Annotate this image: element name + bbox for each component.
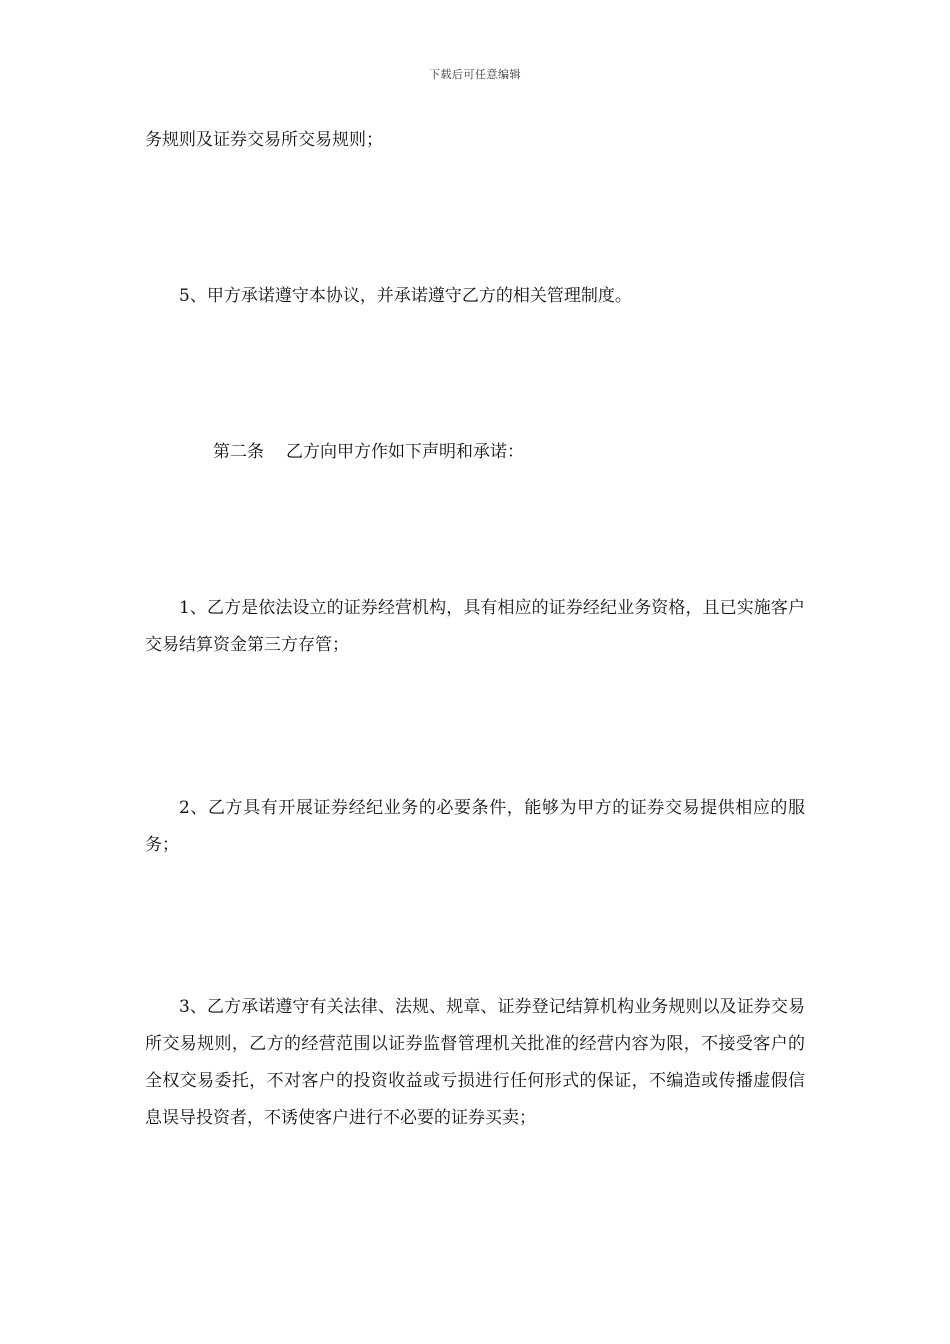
article-label: 第二条 — [213, 442, 264, 462]
paragraph-clause-1: 1、乙方是依法设立的证券经营机构，具有相应的证券经纪业务资格，且已实施客户交易结算资金第三方存管； — [145, 598, 805, 655]
paragraph-clause-3: 3、乙方承诺遵守有关法律、法规、规章、证券登记结算机构业务规则以及证券交易所交易规则，乙方的经营范围以证券监督管理机关批准的经营内容为限，不接受客户的全权交易委托，不对客户的投资收益或亏损进行任何形式的保证，不编造或传播虚假信息误导投资者，不诱使客户进行不必要的证券买卖； — [145, 997, 805, 1128]
article-heading — [145, 434, 805, 471]
page-header-note: 下载后可任意编辑 — [429, 68, 521, 81]
paragraph-clause-5: 5、甲方承诺遵守本协议，并承诺遵守乙方的相关管理制度。 — [179, 286, 632, 306]
paragraph-continuation: 务规则及证券交易所交易规则； — [145, 130, 383, 150]
article-heading-text: 乙方向甲方作如下声明和承诺： — [286, 442, 524, 462]
paragraph-clause-2: 2、乙方具有开展证券经纪业务的必要条件，能够为甲方的证券交易提供相应的服务； — [145, 798, 805, 855]
